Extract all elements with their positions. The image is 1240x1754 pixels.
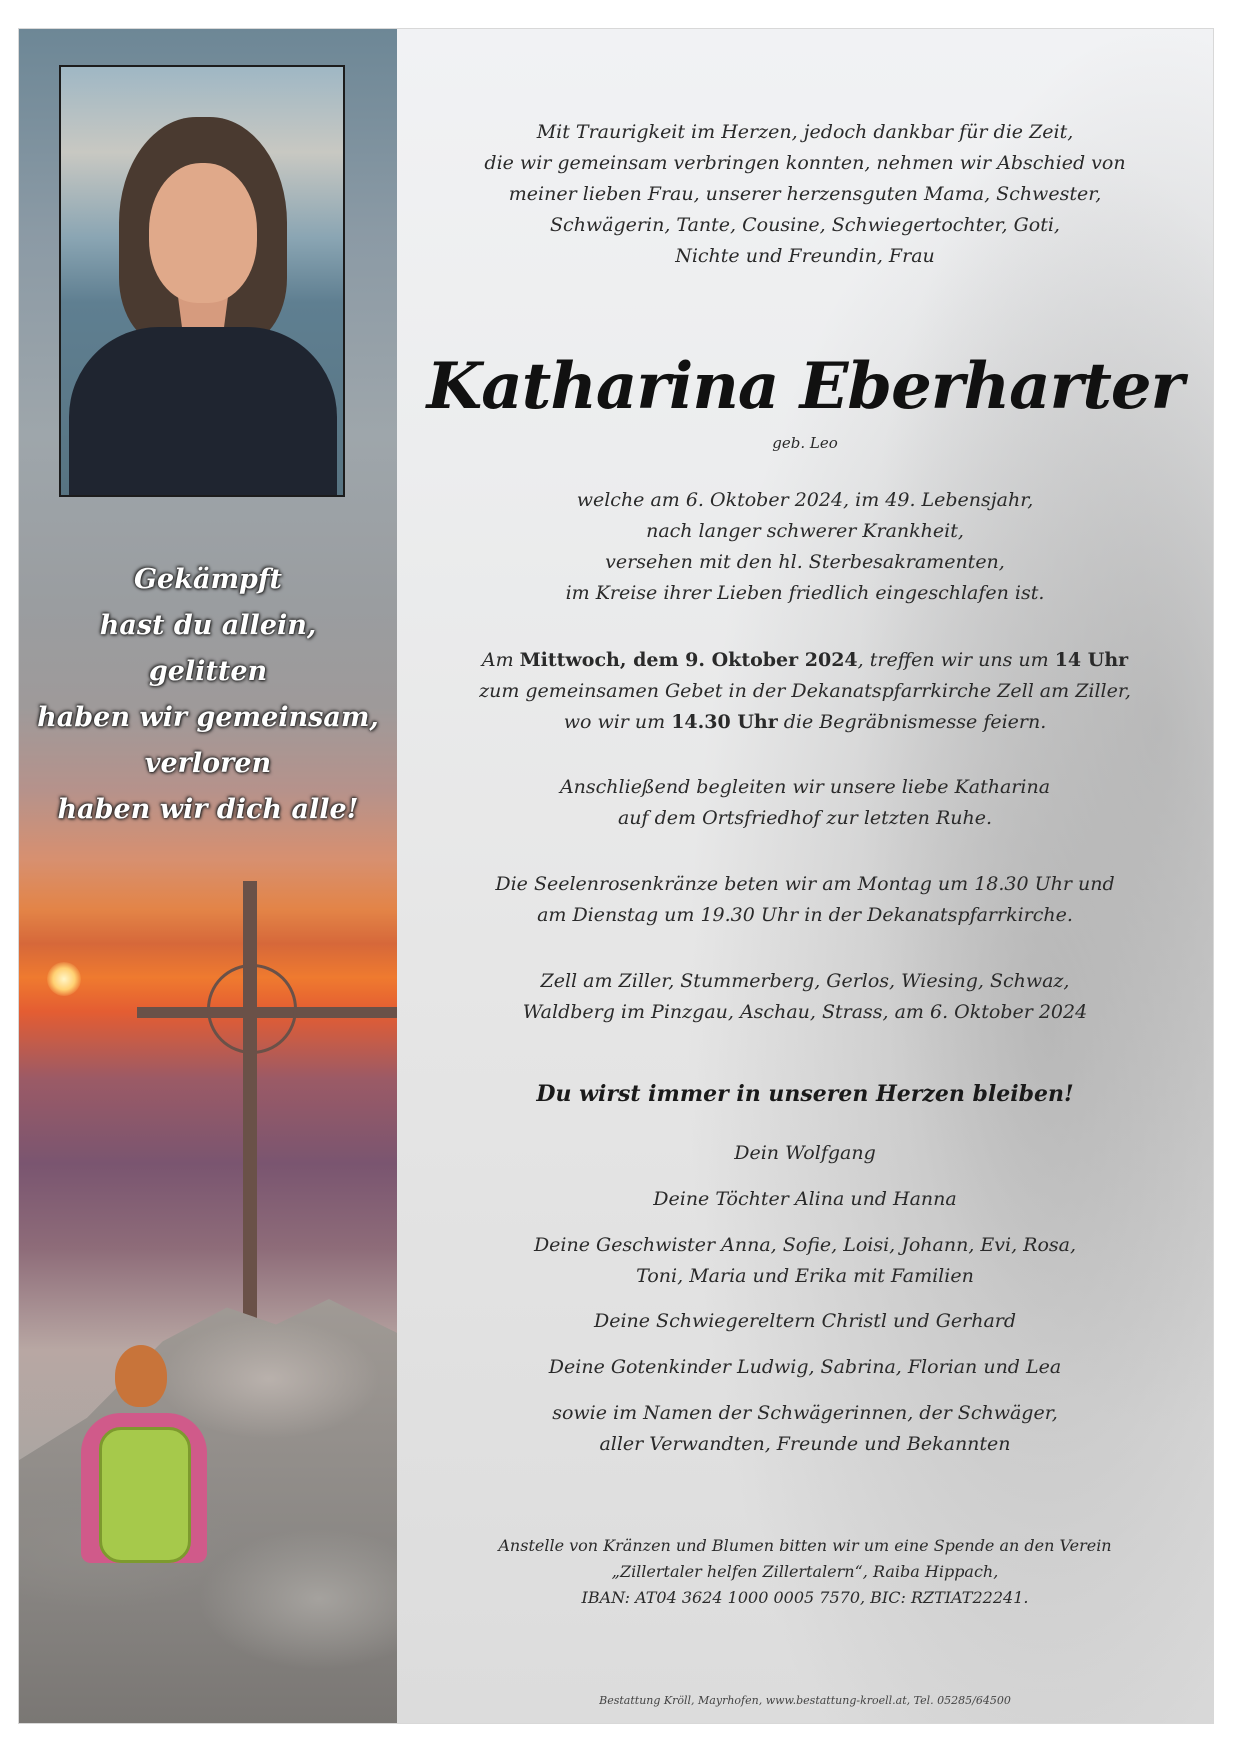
mourner-2	[397, 1184, 1213, 1215]
summit-cross-post	[243, 881, 257, 1325]
mourner-5	[397, 1352, 1213, 1383]
hiker-backpack	[99, 1427, 191, 1563]
mourner-line: Deine Töchter Alina und Hanna	[653, 1188, 957, 1210]
summit-rocks	[19, 1299, 397, 1723]
service-text-part: wo wir um	[563, 711, 672, 733]
deceased-name: Katharina Eberharter	[426, 349, 1184, 424]
donation-text	[397, 1533, 1213, 1611]
service-text	[397, 645, 1213, 738]
place-date-text	[397, 966, 1213, 1028]
service-text-part: die Begräbnismesse feiern.	[777, 711, 1047, 733]
intro-line: meiner lieben Frau, unserer herzensguten Mama, Schwester,	[508, 183, 1102, 205]
quote-line: hast du allein,	[99, 610, 317, 641]
mourner-line: aller Verwandten, Freunde und Bekannten	[599, 1433, 1011, 1455]
birth-name: geb. Leo	[772, 434, 838, 452]
donation-line: „Zillertaler helfen Zillertalern“, Raiba Hippach,	[611, 1562, 999, 1581]
portrait-photo	[59, 65, 345, 497]
funeral-home-footer: Bestattung Kröll, Mayrhofen, www.bestattung-kroell.at, Tel. 05285/64500	[599, 1694, 1011, 1707]
death-line: im Kreise ihrer Lieben friedlich eingeschlafen ist.	[565, 582, 1045, 604]
intro-line: Schwägerin, Tante, Cousine, Schwiegertochter, Goti,	[550, 214, 1060, 236]
summit-photo-strip	[19, 29, 397, 1723]
donation-line: Anstelle von Kränzen und Blumen bitten wir um eine Spende an den Verein	[498, 1536, 1112, 1555]
rosary-line: Die Seelenrosenkränze beten wir am Montag um 18.30 Uhr und	[495, 873, 1115, 895]
obituary-card	[18, 28, 1214, 1724]
mourner-4	[397, 1306, 1213, 1337]
quote-line: gelitten	[148, 656, 268, 687]
mourner-line: Deine Schwiegereltern Christl und Gerhard	[593, 1310, 1017, 1332]
mourner-6	[397, 1398, 1213, 1460]
service-time: 14 Uhr	[1054, 649, 1129, 671]
intro-line: Mit Traurigkeit im Herzen, jedoch dankbar für die Zeit,	[536, 121, 1074, 143]
intro-text	[397, 117, 1213, 272]
service-line-3	[397, 707, 1213, 738]
mourner-line: Deine Geschwister Anna, Sofie, Loisi, Johann, Evi, Rosa,	[533, 1234, 1077, 1256]
quote-line: haben wir dich alle!	[57, 794, 359, 825]
hiker-head	[115, 1345, 167, 1407]
burial-line: auf dem Ortsfriedhof zur letzten Ruhe.	[617, 807, 993, 829]
sunset-sun	[47, 962, 81, 996]
service-text-part: Am	[481, 649, 520, 671]
death-line: nach langer schwerer Krankheit,	[646, 520, 964, 542]
mourner-line: Deine Gotenkinder Ludwig, Sabrina, Florian und Lea	[548, 1356, 1062, 1378]
place-line: Waldberg im Pinzgau, Aschau, Strass, am 6. Oktober 2024	[522, 1001, 1088, 1023]
quote-line: haben wir gemeinsam,	[37, 702, 379, 733]
donation-line: IBAN: AT04 3624 1000 0005 7570, BIC: RZTIAT22241.	[581, 1588, 1029, 1607]
portrait-face	[149, 163, 257, 303]
rosary-line: am Dienstag um 19.30 Uhr in der Dekanatspfarrkirche.	[537, 904, 1073, 926]
memorial-quote	[19, 557, 397, 833]
mourner-1	[397, 1138, 1213, 1169]
service-line-2: zum gemeinsamen Gebet in der Dekanatspfarrkirche Zell am Ziller,	[479, 680, 1131, 702]
burial-text	[397, 772, 1213, 834]
notice-text-panel	[397, 29, 1213, 1723]
service-text-part: , treffen wir uns um	[857, 649, 1055, 671]
place-line: Zell am Ziller, Stummerberg, Gerlos, Wiesing, Schwaz,	[540, 970, 1070, 992]
death-line: welche am 6. Oktober 2024, im 49. Lebensjahr,	[576, 489, 1034, 511]
summit-cross-ring	[207, 964, 297, 1054]
mass-time: 14.30 Uhr	[671, 711, 778, 733]
service-line-1	[397, 645, 1213, 676]
quote-line: verloren	[144, 748, 272, 779]
mourner-line: Toni, Maria und Erika mit Familien	[636, 1265, 974, 1287]
service-date: Mittwoch, dem 9. Oktober 2024	[519, 649, 858, 671]
mourner-line: Dein Wolfgang	[734, 1142, 876, 1164]
rosary-text	[397, 869, 1213, 931]
intro-line: Nichte und Freundin, Frau	[675, 245, 935, 267]
portrait-shirt	[69, 327, 337, 497]
death-text	[397, 485, 1213, 609]
quote-line: Gekämpft	[134, 564, 282, 595]
mourner-line: sowie im Namen der Schwägerinnen, der Schwäger,	[552, 1402, 1058, 1424]
burial-line: Anschließend begleiten wir unsere liebe Katharina	[559, 776, 1051, 798]
memorial-motto: Du wirst immer in unseren Herzen bleiben!	[536, 1081, 1074, 1107]
mourner-3	[397, 1230, 1213, 1292]
death-line: versehen mit den hl. Sterbesakramenten,	[605, 551, 1005, 573]
intro-line: die wir gemeinsam verbringen konnten, nehmen wir Abschied von	[484, 152, 1126, 174]
